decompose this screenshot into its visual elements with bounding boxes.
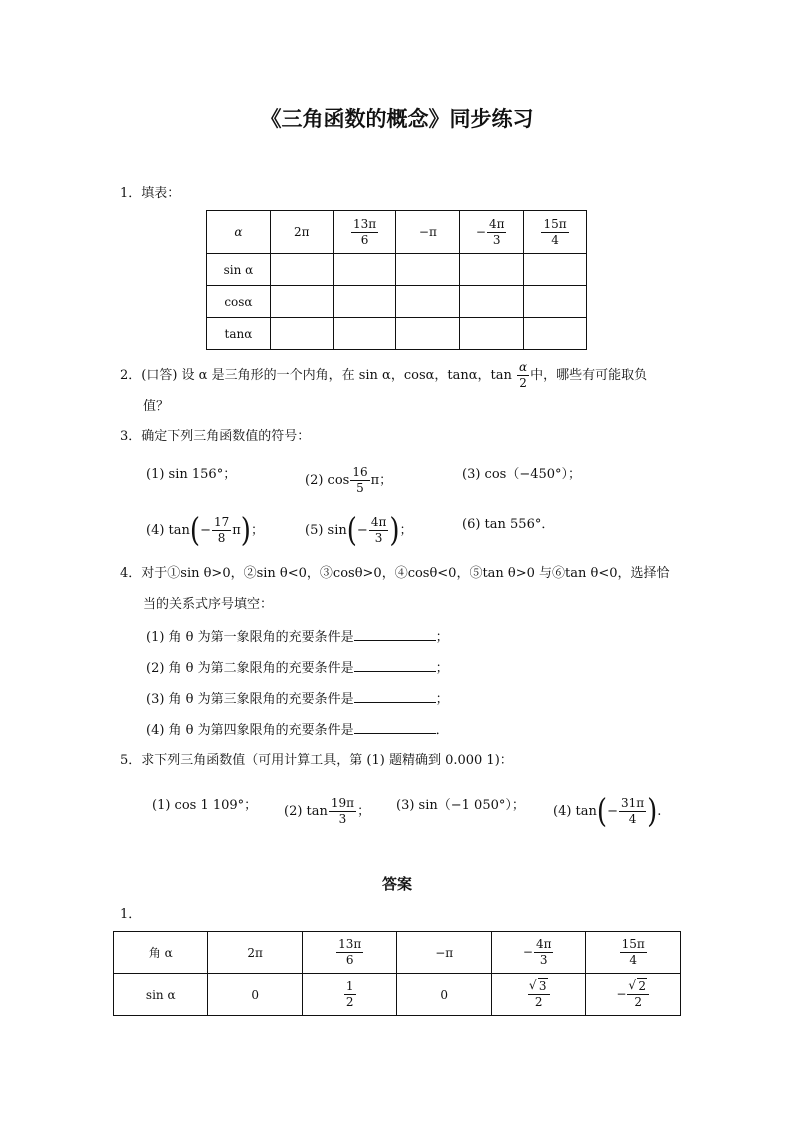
- q1-label: 1．填表：: [120, 186, 181, 201]
- answers-row-sin: [114, 974, 681, 1016]
- q1-cell: [270, 318, 333, 350]
- answers-head-2pi: 2π: [208, 932, 302, 974]
- page-title: 《三角函数的概念》同步练习: [260, 106, 534, 131]
- q2-line1: 2．(口答) 设 α 是三角形的一个内角，在 sin α，cosα，tanα，tan $\frac{\alpha}{2}$ 中，哪些有可能取负: [120, 360, 648, 390]
- q3-part4: (4) tan(− $\frac{17}{8}$ π)；: [146, 511, 264, 550]
- answers-head-13pi6: $\frac{13\pi}{6}$: [302, 932, 397, 974]
- q1-cell: [270, 254, 333, 286]
- q1-head-13pi6: $\frac{13\pi}{6}$: [333, 211, 396, 254]
- q1-row-label: tanα: [207, 318, 271, 350]
- q1-head-2pi: 2π: [270, 211, 333, 254]
- q1-cell: [396, 286, 460, 318]
- q4-item: (3) 角 θ 为第三象限角的充要条件是 ；: [146, 688, 449, 710]
- q3-part3: (3) cos（−450°）；: [462, 467, 582, 482]
- q5-part1: (1) cos 1 109°；: [152, 798, 258, 813]
- answers-cell: 0: [397, 974, 491, 1016]
- q1-cell: [524, 318, 587, 350]
- answers-head-neg-pi: −π: [397, 932, 491, 974]
- q3-part2: (2) cos $\frac{16}{5}$ π；: [305, 465, 393, 495]
- q1-row-label: sin α: [207, 254, 271, 286]
- answer-blank[interactable]: [354, 657, 436, 672]
- answers-table: [113, 931, 681, 1016]
- q4-item: (2) 角 θ 为第二象限角的充要条件是 ；: [146, 657, 449, 679]
- q5-part3: (3) sin（−1 050°）；: [396, 798, 525, 813]
- q4-line2: 当的关系式序号填空：: [143, 597, 274, 612]
- q1-cell: [460, 254, 524, 286]
- q1-head-neg-4pi3: − $\frac{4\pi}{3}$: [460, 211, 524, 254]
- answers-title: 答案: [381, 875, 412, 893]
- q3-part1: (1) sin 156°；: [146, 467, 237, 482]
- q3-label: 3．确定下列三角函数值的符号：: [120, 429, 311, 444]
- answer-blank[interactable]: [354, 688, 436, 703]
- q3-part5: (5) sin(− $\frac{4\pi}{3}$ )；: [305, 511, 413, 550]
- q1-cell: [396, 318, 460, 350]
- answers-cell: $\frac{1}{2}$: [302, 974, 397, 1016]
- q1-row-tan: [207, 318, 587, 350]
- answers-head-15pi4: $\frac{15\pi}{4}$: [586, 932, 681, 974]
- answer-blank[interactable]: [354, 719, 436, 734]
- q1-cell: [333, 318, 396, 350]
- q5-label: 5．求下列三角函数值（可用计算工具，第 (1) 题精确到 0.000 1)：: [120, 753, 513, 768]
- q3-part6: (6) tan 556°．: [462, 517, 555, 532]
- q1-header-row: [207, 211, 587, 254]
- q1-table: [206, 210, 587, 350]
- answer-blank[interactable]: [354, 626, 436, 641]
- q1-cell: [333, 286, 396, 318]
- q1-cell: [396, 254, 460, 286]
- answers-head-neg-4pi3: − $\frac{4\pi}{3}$: [491, 932, 586, 974]
- q5-part4: (4) tan(− $\frac{31\pi}{4}$ ).: [553, 792, 662, 831]
- q1-row-sin: [207, 254, 587, 286]
- answers-header-row: [114, 932, 681, 974]
- q2-line2: 值？: [143, 399, 170, 414]
- answers-row-label: sin α: [114, 974, 208, 1016]
- q4-line1: 4．对于①sin θ>0，②sin θ<0，③cosθ>0，④cosθ<0，⑤tan θ>0 与⑥tan θ<0，选择恰: [120, 566, 670, 581]
- q1-cell: [270, 286, 333, 318]
- q1-head-neg-pi: −π: [396, 211, 460, 254]
- q1-cell: [524, 286, 587, 318]
- q1-head-alpha: α: [207, 211, 271, 254]
- q1-cell: [460, 318, 524, 350]
- answers-label: 1．: [120, 907, 142, 922]
- q4-item: (4) 角 θ 为第四象限角的充要条件是 ．: [146, 719, 449, 741]
- q1-cell: [524, 254, 587, 286]
- q1-row-label: cosα: [207, 286, 271, 318]
- answers-cell: − √ $\frac{2}{2}$: [586, 974, 681, 1016]
- q1-cell: [333, 254, 396, 286]
- q1-head-15pi4: $\frac{15\pi}{4}$: [524, 211, 587, 254]
- q1-row-cos: [207, 286, 587, 318]
- answers-cell: 0: [208, 974, 302, 1016]
- q1-cell: [460, 286, 524, 318]
- q4-item: (1) 角 θ 为第一象限角的充要条件是 ；: [146, 626, 449, 648]
- q5-part2: (2) tan $\frac{19\pi}{3}$ ；: [284, 796, 371, 826]
- answers-cell: √ $\frac{3}{2}$: [491, 974, 586, 1016]
- answers-head-alpha: 角 α: [114, 932, 208, 974]
